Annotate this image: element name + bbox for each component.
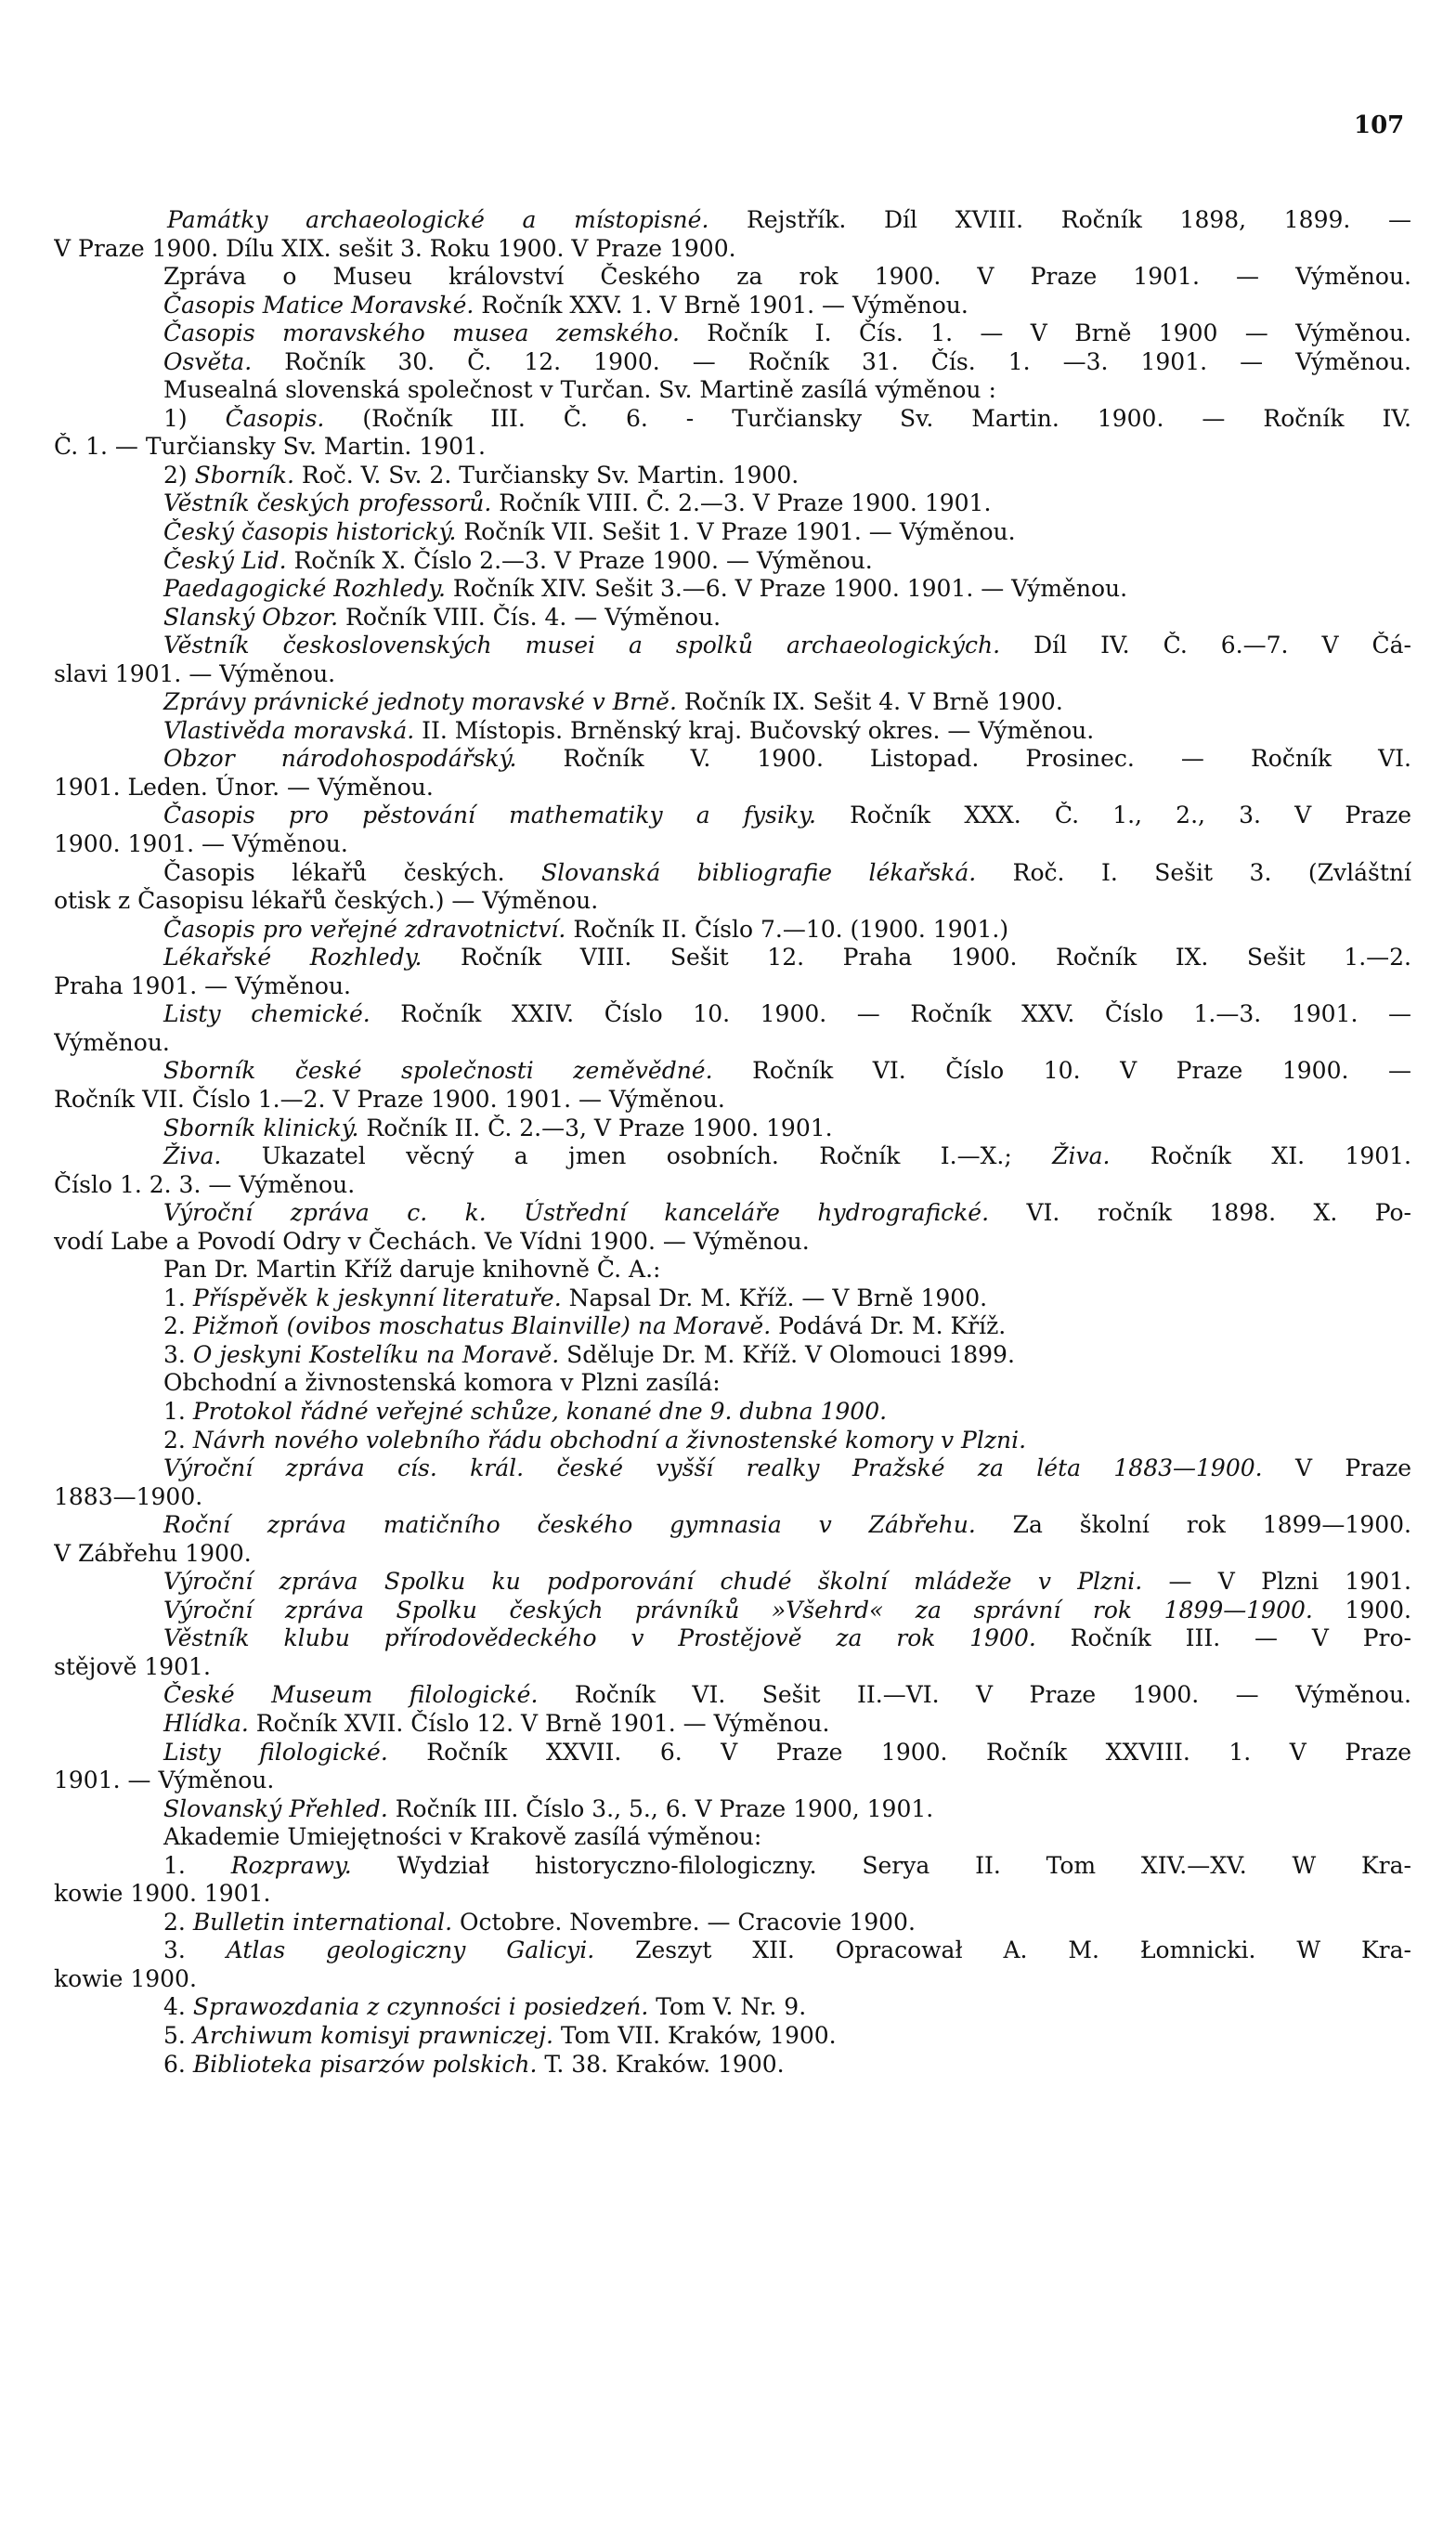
- body-text: (Ročník III. Č. 6. - Turčiansky Sv. Martin. 1900. — Ročník IV.: [324, 404, 1411, 432]
- body-text: 1883—1900.: [54, 1482, 203, 1510]
- body-text: 3.: [163, 1340, 193, 1368]
- title-text: Paedagogické Rozhledy.: [163, 575, 446, 603]
- text-line: [54, 1568, 1411, 1597]
- text-line: [54, 1000, 1411, 1029]
- body-text: Ročník XXVII. 6. V Praze 1900. Ročník XXVIII. 1. V Praze: [387, 1738, 1411, 1766]
- title-text: České Museum filologické.: [163, 1681, 539, 1709]
- text-line: [54, 489, 1411, 518]
- title-text: Vlastivěda moravská.: [163, 716, 415, 744]
- body-text: VI. ročník 1898. X. Po-: [989, 1199, 1411, 1227]
- body-text: V Zábřehu 1900.: [54, 1539, 252, 1567]
- text-line: [54, 660, 1411, 689]
- body-text: Napsal Dr. M. Kříž. — V Brně 1900.: [561, 1284, 988, 1311]
- title-text: Časopis moravského musea zemského.: [163, 320, 680, 347]
- body-text: Číslo 1. 2. 3. — Výměnou.: [54, 1170, 356, 1198]
- text-line: [54, 1739, 1411, 1767]
- title-text: Časopis.: [225, 404, 325, 432]
- body-text: Zpráva o Museu království Českého za rok 1900. V Praze 1901. — Výměnou.: [163, 263, 1411, 291]
- text-line: [54, 1369, 1411, 1398]
- title-text: Listy chemické.: [163, 1000, 370, 1028]
- text-body: [54, 206, 1411, 2079]
- body-text: Ročník II. Číslo 7.—10. (1900. 1901.): [566, 915, 1009, 943]
- body-text: Ročník XVII. Číslo 12. V Brně 1901. — Výměnou.: [248, 1709, 830, 1737]
- title-text: Časopis pro pěstování mathematiky a fysiky.: [163, 802, 816, 829]
- title-text: Roční zpráva matičního českého gymnasia v Zábřehu.: [163, 1511, 976, 1539]
- body-text: 6.: [163, 2050, 193, 2078]
- text-line: [54, 1398, 1411, 1427]
- text-line: [54, 1142, 1411, 1171]
- text-line: [54, 462, 1411, 490]
- text-line: [54, 1852, 1411, 1881]
- text-line: [54, 632, 1411, 660]
- body-text: Roč. V. Sv. 2. Turčiansky Sv. Martin. 1900.: [293, 461, 800, 489]
- body-text: 5.: [163, 2022, 193, 2049]
- text-line: [54, 1653, 1411, 1682]
- title-text: Výroční zpráva Spolku českých právníků »Všehrd« za správní rok 1899—1900.: [163, 1596, 1313, 1624]
- text-line: [54, 518, 1411, 547]
- text-line: [54, 972, 1411, 1001]
- body-text: otisk z Časopisu lékařů českých.) — Výměnou.: [54, 887, 599, 915]
- title-text: Biblioteka pisarzów polskich.: [192, 2050, 538, 2078]
- title-text: Zprávy právnické jednoty moravské v Brně.: [163, 688, 677, 716]
- body-text: kowie 1900. 1901.: [54, 1880, 271, 1908]
- text-line: [54, 1057, 1411, 1086]
- text-line: [54, 774, 1411, 802]
- page-number: 107: [1354, 111, 1405, 139]
- text-line: [54, 1965, 1411, 1994]
- text-line: [54, 2051, 1411, 2080]
- body-text: Ročník VIII. Č. 2.—3. V Praze 1900. 1901.: [491, 489, 992, 517]
- title-text: Rozprawy.: [230, 1851, 352, 1879]
- text-line: [54, 1880, 1411, 1909]
- title-text: Hlídka.: [163, 1709, 249, 1737]
- title-text: Bulletin international.: [192, 1908, 453, 1936]
- text-line: [54, 1228, 1411, 1257]
- title-text: Památky archaeologické a místopisné.: [167, 206, 709, 233]
- body-text: Roč. I. Sešit 3. (Zvláštní: [976, 858, 1411, 886]
- title-text: Příspěvěk k jeskynní literatuře.: [192, 1284, 562, 1311]
- body-text: 1900. 1901. — Výměnou.: [54, 830, 348, 858]
- text-line: [54, 405, 1411, 434]
- body-text: 3.: [163, 1937, 227, 1964]
- title-text: Obzor národohospodářský.: [163, 745, 517, 773]
- title-text: Atlas geologiczny Galicyi.: [226, 1937, 595, 1964]
- body-text: 1.: [163, 1284, 193, 1311]
- body-text: Ročník IX. Sešit 4. V Brně 1900.: [676, 688, 1063, 716]
- title-text: Lékařské Rozhledy.: [163, 944, 422, 972]
- text-line: [54, 1341, 1411, 1370]
- title-text: Sborník české společnosti zeměvědné.: [163, 1057, 713, 1085]
- text-line: [54, 1511, 1411, 1540]
- title-text: Výroční zpráva cís. král. české vyšší realky Pražské za léta 1883—1900.: [163, 1454, 1263, 1482]
- title-text: Český časopis historický.: [163, 518, 457, 546]
- body-text: 1901. Leden. Únor. — Výměnou.: [54, 773, 434, 801]
- title-text: Výroční zpráva c. k. Ústřední kanceláře hydrografické.: [163, 1199, 990, 1227]
- text-line: [54, 887, 1411, 916]
- title-text: Věstník českých professorů.: [163, 489, 492, 517]
- text-line: [54, 1540, 1411, 1569]
- body-text: Ročník VII. Sešit 1. V Praze 1901. — Výměnou.: [456, 518, 1016, 546]
- body-text: 1.: [163, 1851, 231, 1879]
- text-line: [54, 1199, 1411, 1228]
- text-line: [54, 1256, 1411, 1285]
- text-line: [54, 1171, 1411, 1200]
- body-text: 2): [163, 461, 195, 489]
- text-line: [54, 1312, 1411, 1341]
- body-text: Obchodní a živnostenská komora v Plzni zasílá:: [163, 1369, 721, 1397]
- body-text: Rejstřík. Díl XVIII. Ročník 1898, 1899. —: [708, 206, 1411, 233]
- title-text: Sborník.: [194, 461, 294, 489]
- body-text: 2.: [163, 1908, 193, 1936]
- body-text: Ročník VI. Číslo 10. V Praze 1900. —: [712, 1057, 1411, 1085]
- title-text: Osvěta.: [163, 347, 253, 375]
- body-text: Ročník XI. 1901.: [1110, 1142, 1411, 1170]
- body-text: V Praze 1900. Dílu XIX. sešit 3. Roku 1900. V Praze 1900.: [54, 234, 736, 262]
- body-text: Časopis lékařů českých.: [163, 858, 542, 886]
- body-text: Za školní rok 1899—1900.: [975, 1511, 1411, 1539]
- body-text: Díl IV. Č. 6.—7. V Čá-: [1000, 632, 1411, 659]
- text-line: [54, 263, 1411, 292]
- body-text: Praha 1901. — Výměnou.: [54, 972, 351, 999]
- body-text: Ročník X. Číslo 2.—3. V Praze 1900. — Výměnou.: [286, 546, 873, 574]
- text-line: [54, 575, 1411, 604]
- body-text: Sděluje Dr. M. Kříž. V Olomouci 1899.: [559, 1340, 1015, 1368]
- text-line: [54, 1823, 1411, 1852]
- title-text: Český Lid.: [163, 546, 287, 574]
- text-line: [54, 1427, 1411, 1455]
- text-line: [54, 1483, 1411, 1512]
- body-text: Tom V. Nr. 9.: [648, 1993, 807, 2021]
- title-text: Sprawozdania z czynności i posiedzeń.: [192, 1993, 649, 2021]
- text-line: [54, 944, 1411, 972]
- body-text: Ročník I. Čís. 1. — V Brně 1900 — Výměnou.: [679, 320, 1411, 347]
- body-text: Ročník V. 1900. Listopad. Prosinec. — Ročník VI.: [516, 745, 1411, 773]
- body-text: slavi 1901. — Výměnou.: [54, 659, 336, 687]
- text-line: [54, 1597, 1411, 1625]
- text-line: [54, 1681, 1411, 1710]
- body-text: Ročník III. Číslo 3., 5., 6. V Praze 1900, 1901.: [387, 1794, 934, 1822]
- body-text: Musealná slovenská společnost v Turčan. Sv. Martině zasílá výměnou :: [163, 376, 996, 404]
- body-text: Akademie Umiejętności v Krakově zasílá výměnou:: [163, 1823, 762, 1851]
- title-text: Živa.: [1052, 1142, 1111, 1170]
- text-line: [54, 1795, 1411, 1824]
- title-text: Listy filologické.: [163, 1738, 388, 1766]
- text-line: [54, 717, 1411, 746]
- body-text: Ukazatel věcný a jmen osobních. Ročník I.—X.;: [221, 1142, 1053, 1170]
- body-text: Zeszyt XII. Opracował A. M. Łomnicki. W Kra-: [594, 1937, 1411, 1964]
- text-line: [54, 1937, 1411, 1965]
- text-line: [54, 376, 1411, 405]
- text-line: [54, 830, 1411, 859]
- text-line: [54, 1285, 1411, 1313]
- body-text: stějově 1901.: [54, 1652, 211, 1680]
- body-text: 1.: [163, 1397, 193, 1425]
- text-line: [54, 1993, 1411, 2022]
- body-text: Octobre. Novembre. — Cracovie 1900.: [452, 1908, 916, 1936]
- title-text: Živa.: [163, 1142, 222, 1170]
- body-text: Ročník VIII. Čís. 4. — Výměnou.: [338, 603, 722, 631]
- title-text: Slovanská bibliografie lékařská.: [541, 858, 977, 886]
- title-text: Sborník klinický.: [163, 1114, 359, 1141]
- text-line: [54, 688, 1411, 717]
- text-line: [54, 433, 1411, 462]
- text-line: [54, 1115, 1411, 1143]
- body-text: — V Plzni 1901.: [1142, 1568, 1411, 1596]
- text-line: [54, 2022, 1411, 2051]
- text-line: [54, 348, 1411, 377]
- body-text: Ročník II. Č. 2.—3, V Praze 1900. 1901.: [358, 1114, 833, 1141]
- body-text: T. 38. Kraków. 1900.: [537, 2050, 785, 2078]
- title-text: Slovanský Přehled.: [163, 1794, 388, 1822]
- body-text: 2.: [163, 1426, 193, 1454]
- title-text: Věstník klubu přírodovědeckého v Prostějově za rok 1900.: [163, 1624, 1036, 1652]
- text-line: [54, 1454, 1411, 1483]
- text-line: [54, 916, 1411, 945]
- body-text: Ročník XXX. Č. 1., 2., 3. V Praze: [815, 802, 1411, 829]
- text-line: [54, 802, 1411, 830]
- text-line: [54, 1710, 1411, 1739]
- text-line: [54, 1909, 1411, 1937]
- text-line: [54, 604, 1411, 632]
- body-text: Wydział historyczno-filologiczny. Serya II. Tom XIV.—XV. W Kra-: [351, 1851, 1411, 1879]
- text-line: [54, 859, 1411, 888]
- body-text: Ročník XXV. 1. V Brně 1901. — Výměnou.: [474, 291, 968, 319]
- title-text: Návrh nového volebního řádu obchodní a živnostenské komory v Plzni.: [192, 1426, 1027, 1454]
- body-text: Ročník VIII. Sešit 12. Praha 1900. Ročník IX. Sešit 1.—2.: [422, 944, 1411, 972]
- body-text: Tom VII. Kraków, 1900.: [552, 2022, 837, 2049]
- text-line: [54, 1086, 1411, 1115]
- body-text: Č. 1. — Turčiansky Sv. Martin. 1901.: [54, 433, 486, 461]
- title-text: O jeskyni Kostelíku na Moravě.: [192, 1340, 560, 1368]
- title-text: Časopis pro veřejné zdravotnictví.: [163, 915, 566, 943]
- text-line: [54, 1029, 1411, 1058]
- body-text: Ročník III. — V Pro-: [1035, 1624, 1411, 1652]
- body-text: Podává Dr. M. Kříž.: [771, 1312, 1007, 1340]
- body-text: 2.: [163, 1312, 193, 1340]
- text-line: [54, 206, 1411, 235]
- title-text: Výroční zpráva Spolku ku podporování chudé školní mládeže v Plzni.: [163, 1568, 1143, 1596]
- body-text: Ročník VI. Sešit II.—VI. V Praze 1900. — Výměnou.: [538, 1681, 1411, 1709]
- body-text: kowie 1900.: [54, 1964, 197, 1992]
- title-text: Časopis Matice Moravské.: [163, 291, 474, 319]
- body-text: Ročník 30. Č. 12. 1900. — Ročník 31. Čís. 1. —3. 1901. — Výměnou.: [252, 347, 1411, 375]
- title-text: Pižmoň (ovibos moschatus Blainville) na Moravě.: [192, 1312, 772, 1340]
- text-line: [54, 547, 1411, 576]
- text-line: [54, 292, 1411, 320]
- body-text: 4.: [163, 1993, 193, 2021]
- body-text: Pan Dr. Martin Kříž daruje knihovně Č. A.:: [163, 1256, 661, 1284]
- title-text: Archiwum komisyi prawniczej.: [192, 2022, 553, 2049]
- body-text: 1900.: [1312, 1596, 1411, 1624]
- text-line: [54, 1767, 1411, 1795]
- title-text: Protokol řádné veřejné schůze, konané dne 9. dubna 1900.: [192, 1397, 888, 1425]
- body-text: Ročník VII. Číslo 1.—2. V Praze 1900. 1901. — Výměnou.: [54, 1085, 725, 1113]
- title-text: Věstník československých musei a spolků archaeologických.: [163, 632, 1001, 659]
- body-text: Ročník XXIV. Číslo 10. 1900. — Ročník XXV. Číslo 1.—3. 1901. —: [370, 1000, 1411, 1028]
- title-text: Slanský Obzor.: [163, 603, 339, 631]
- body-text: 1901. — Výměnou.: [54, 1767, 275, 1794]
- body-text: 1): [163, 404, 226, 432]
- body-text: II. Místopis. Brněnský kraj. Bučovský okres. — Výměnou.: [414, 716, 1095, 744]
- body-text: Výměnou.: [54, 1028, 170, 1056]
- body-text: V Praze: [1262, 1454, 1411, 1482]
- text-line: [54, 745, 1411, 774]
- body-text: Ročník XIV. Sešit 3.—6. V Praze 1900. 1901. — Výměnou.: [445, 575, 1128, 603]
- text-line: [54, 235, 1411, 264]
- body-text: vodí Labe a Povodí Odry v Čechách. Ve Vídni 1900. — Výměnou.: [54, 1227, 810, 1255]
- text-line: [54, 1624, 1411, 1653]
- text-line: [54, 320, 1411, 348]
